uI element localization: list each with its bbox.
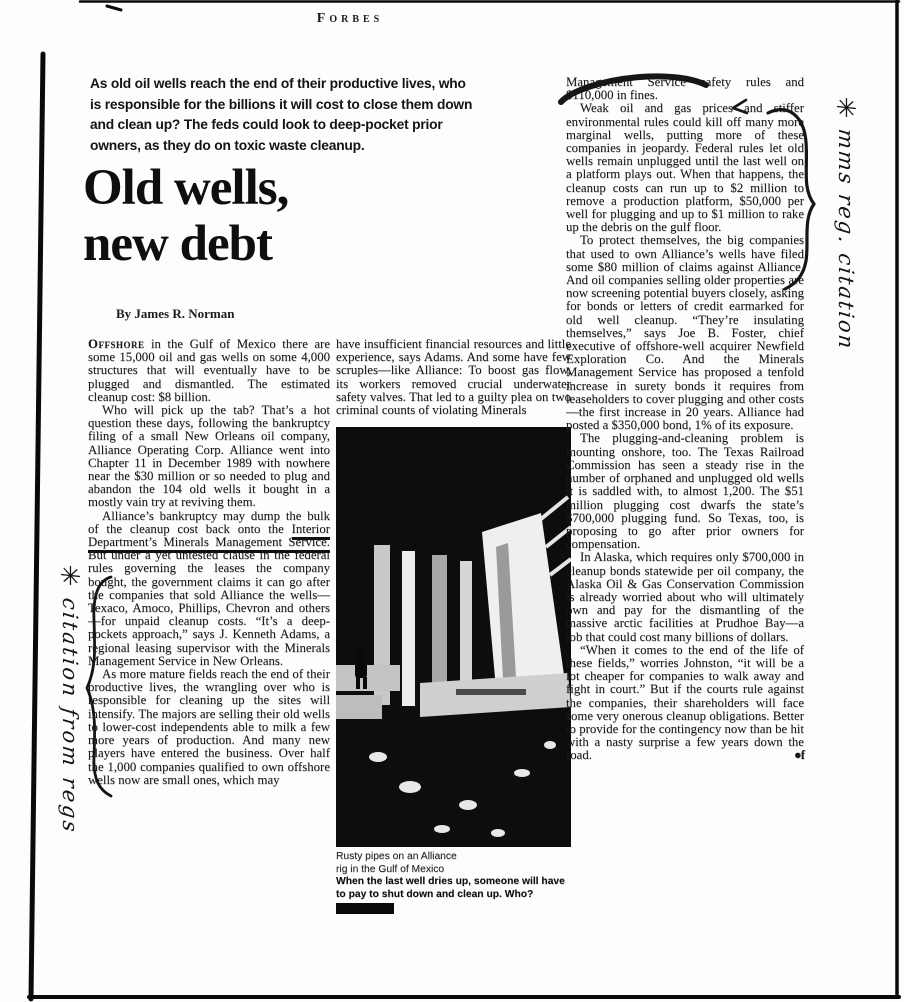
paragraph-who-pays: Who will pick up the tab? That’s a hot question these days, following the bankruptcy filing of a small New Orleans oil company, Alliance Operating Corp. Alliance went into Chapter 11 in December 1989 with nowhere near the $30 million or so needed to plug and abandon the 104 old wells it bought in a mostly vain try at reviving them. (88, 403, 330, 510)
paragraph-alliance-bankruptcy: Alliance’s bankruptcy may dump the bulk of the cleanup cost back onto the Interior Department’s Minerals Management Service. But under a yet untested clause in the federal rules governing the leases the company bought, the government claims it can go after the companies that sold Alliance the wells—Texaco, Amoco, Phillips, Chevron and others—for unpaid cleanup costs. “It’s a deep-pockets approach,” says J. Kenneth Adams, a regional leasing supervisor with the Minerals Management Service in New Orleans. (88, 508, 330, 668)
handwritten-annotation-right (830, 95, 860, 352)
headline-line-1: Old wells, (83, 160, 289, 216)
page-border-left (31, 54, 43, 999)
paragraph-fines: Management Service safety rules and $110,000 in fines. (566, 75, 804, 103)
asterisk-mark-right: ✳ (830, 94, 860, 122)
caption-bold-text: When the last well dries up, someone will have to pay to shut down and clean up. Who? (336, 876, 565, 900)
person-silhouette (357, 650, 366, 659)
paragraph-weak-prices: Weak oil and gas prices and stiffer environmental rules could kill off many more marginal wells, putting more of these companies in jeopardy. Federal rules let old wells remain unplugged until the last well on a platform plays out. When that happens, the cleanup costs can run up to $2 million to remove a production platform, $50,000 per well for plugging and up to $1 million to rake up the debris on the gulf floor. (566, 101, 804, 235)
paragraph-insufficient-resources: have insufficient financial resources and little experience, says Adams. And some have few scruples—like Alliance: To boost gas flow, its workers removed crucial underwater safety valves. That led to a guilty plea on two criminal counts of violating Minerals (336, 337, 571, 418)
end-mark: ●f (794, 748, 804, 763)
annotation-left-text: citation from regs (58, 587, 82, 836)
photo-credit-redaction-bar (336, 903, 394, 914)
annotation-right-text: mms reg. citation (834, 119, 858, 352)
headline-line-2: new debt (83, 216, 272, 272)
article-byline: By James R. Norman (116, 306, 235, 321)
photo-caption (336, 851, 571, 914)
lead-word: Offshore (88, 337, 145, 351)
paragraph-offshore: Offshore in the Gulf of Mexico there are some 15,000 oil and gas wells on some 4,000 structures that will eventually have to be plugged and dismantled. The estimated cleanup cost: $8 billion. (88, 337, 330, 404)
pen-underlined-text: Interior Department’s Minerals Management Service. (88, 522, 330, 553)
paragraph-protect-themselves: To protect themselves, the big companies that used to own Alliance’s wells have filed some $80 million of claims against Alliance. And oil companies selling older properties are now screening potential buyers closely, asking for bonds or letters of credit earmarked for old well cleanup. “They’re insulating themselves,” says Joe B. Foster, chief executive of offshore-well acquirer Newfield Exploration Co. And the Minerals Management Service has proposed a tenfold increase in surety bonds it requires from leaseholders to cover plugging and other costs—the first increase in 20 years. Alliance had posted a $350,000 bond, 1% of its exposure. (566, 233, 804, 433)
paragraph-mature-fields: As more mature fields reach the end of their productive lives, the wrangling over who is responsible for cleaning up the sites will intensify. The majors are selling their old wells to lower-cost independents able to milk a few more years of production. And many new players have entered the business. Over half the 1,000 companies qualified to own offshore wells now are small ones, which may (88, 667, 330, 787)
asterisk-mark-left: ✳ (54, 562, 84, 591)
article-deck: As old oil wells reach the end of their productive lives, who is responsible for the billions it will cost to close them down and clean up? The feds could look to deep-pocket prior owners, as they do on toxic waste cleanup. (90, 76, 473, 153)
article-column-1 (88, 338, 330, 787)
paragraph-onshore-texas: The plugging-and-cleaning problem is mounting onshore, too. The Texas Railroad Commission has seen a steady rise in the number of orphaned and unplugged old wells it is saddled with, to almost 1,200. The $51 million plugging cost dwarfs the state’s $700,000 plugging fund. So Texas, too, is proposing to go after prior owners for compensation. (566, 431, 804, 552)
paragraph-alaska: In Alaska, which requires only $700,000 in cleanup bonds statewide per oil company, the Alaska Oil & Gas Conservation Commission is already worried about who will ultimately own and pay for the dismantling of the massive arctic facilities at Prudhoe Bay—a job that could cost many billions of dollars. (566, 550, 804, 644)
caption-line-2: rig in the Gulf of Mexico (336, 863, 445, 875)
article-headline (83, 160, 413, 272)
scan-tick-mark (107, 6, 121, 10)
caption-line-1: Rusty pipes on an Alliance (336, 851, 457, 863)
masthead-forbes: Forbes (316, 11, 384, 26)
article-column-2 (336, 338, 571, 914)
article-column-3 (566, 76, 804, 763)
handwritten-annotation-left (54, 563, 84, 836)
paragraph-closing: “When it comes to the end of the life of these fields,” worries Johnston, “it will be a lot cheaper for companies to walk away and fight in court.” But if the courts rule against the companies, their shareholders will face some very onerous cleanup obligations. Better to provide for the contingency now than be hit with a nasty surprise a few years down the road. ●f (566, 642, 804, 763)
article-photo-rig-pipes (336, 427, 571, 847)
